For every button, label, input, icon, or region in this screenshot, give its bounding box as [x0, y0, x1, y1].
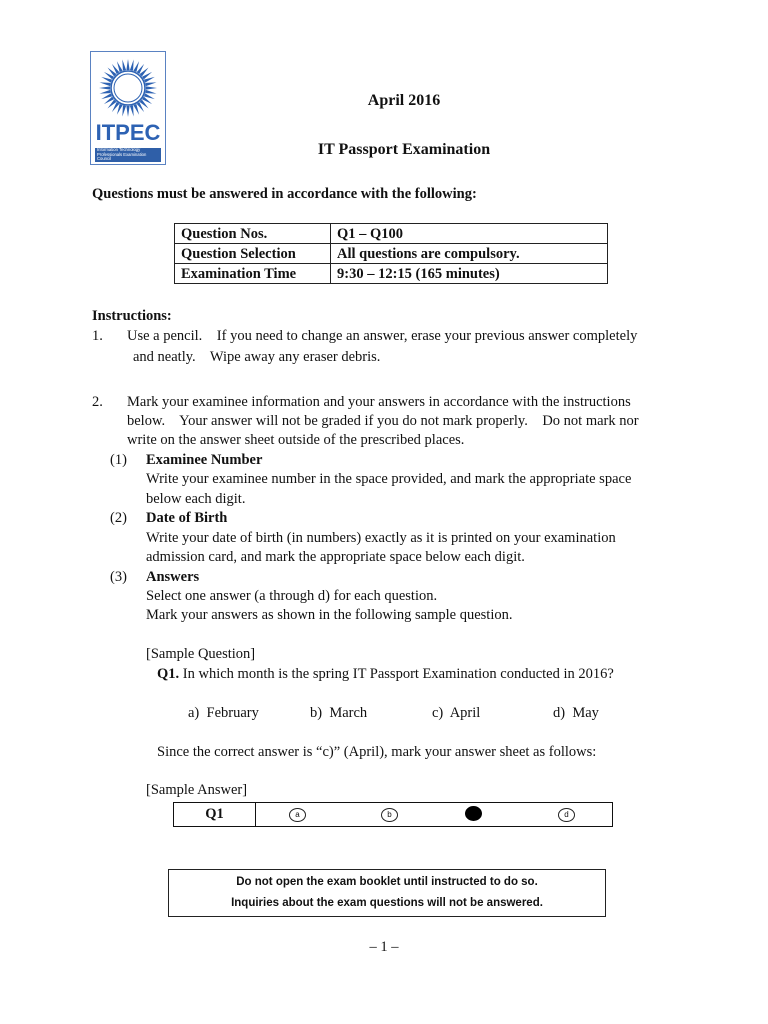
sub-item-number: (2): [110, 510, 127, 526]
notice-box: [168, 869, 606, 917]
instruction-text: below. Your answer will not be graded if you do not mark properly. Do not mark nor: [127, 413, 639, 429]
sub-item-title: Examinee Number: [146, 452, 263, 468]
answer-bubble-c-filled: [465, 806, 482, 821]
table-cell: Question Selection: [175, 244, 331, 264]
explanation-text: Since the correct answer is “c)” (April), mark your answer sheet as follows:: [157, 744, 597, 760]
exam-info-table: [174, 223, 608, 284]
instruction-text: and neatly. Wipe away any eraser debris.: [133, 349, 381, 365]
instruction-text: Mark your examinee information and your answers in accordance with the instructions: [127, 394, 631, 410]
logo-tagline: Information Technology Professionals Examination Council: [95, 148, 161, 162]
exam-title: IT Passport Examination: [317, 141, 491, 158]
exam-date: April 2016: [367, 92, 441, 109]
table-cell: 9:30 – 12:15 (165 minutes): [331, 264, 608, 284]
table-row: [175, 224, 608, 244]
option-d: d) May: [553, 705, 599, 721]
notice-line: Inquiries about the exam questions will not be answered.: [231, 897, 543, 909]
sample-question-label: [Sample Question]: [146, 646, 256, 662]
answer-bubble-d: d: [558, 808, 575, 822]
lead-statement: Questions must be answered in accordance with the following:: [92, 186, 477, 202]
table-cell: Examination Time: [175, 264, 331, 284]
sample-question: [157, 665, 614, 685]
instruction-text: Write your date of birth (in numbers) exactly as it is printed on your examination: [146, 530, 616, 546]
logo-brand-text: ITPEC: [95, 120, 161, 145]
table-cell: All questions are compulsory.: [331, 244, 608, 264]
table-cell: Q1 – Q100: [331, 224, 608, 244]
instruction-text: Use a pencil. If you need to change an answer, erase your previous answer completely: [127, 328, 638, 344]
sample-answer-row: [173, 802, 613, 827]
answer-bubble-a: a: [289, 808, 306, 822]
option-c: c) April: [432, 705, 481, 721]
answer-bubble-b: b: [381, 808, 398, 822]
sub-item-title: Date of Birth: [146, 510, 228, 526]
instruction-text: below each digit.: [146, 491, 246, 507]
instruction-text: Mark your answers as shown in the following sample question.: [146, 607, 513, 623]
page-number: – 1 –: [369, 939, 399, 955]
sample-answer-label: [Sample Answer]: [146, 782, 248, 798]
question-text: In which month is the spring IT Passport Examination conducted in 2016?: [179, 666, 614, 682]
instruction-text: admission card, and mark the appropriate space below each digit.: [146, 549, 525, 565]
table-row: [175, 244, 608, 264]
answer-row-label: Q1: [174, 803, 256, 826]
instruction-text: write on the answer sheet outside of the prescribed places.: [127, 432, 465, 448]
sub-item-title: Answers: [146, 569, 200, 585]
instruction-text: Write your examinee number in the space provided, and mark the appropriate space: [146, 471, 632, 487]
sub-item-number: (1): [110, 452, 127, 468]
item-number: 2.: [92, 394, 103, 410]
option-a: a) February: [188, 705, 259, 721]
item-number: 1.: [92, 328, 103, 344]
option-b: b) March: [310, 705, 368, 721]
table-row: [175, 264, 608, 284]
notice-line: Do not open the exam booklet until instructed to do so.: [236, 876, 538, 888]
instructions-heading: Instructions:: [92, 308, 172, 324]
instruction-text: Select one answer (a through d) for each question.: [146, 588, 438, 604]
sub-item-number: (3): [110, 569, 127, 585]
table-cell: Question Nos.: [175, 224, 331, 244]
question-number: Q1.: [157, 666, 180, 682]
